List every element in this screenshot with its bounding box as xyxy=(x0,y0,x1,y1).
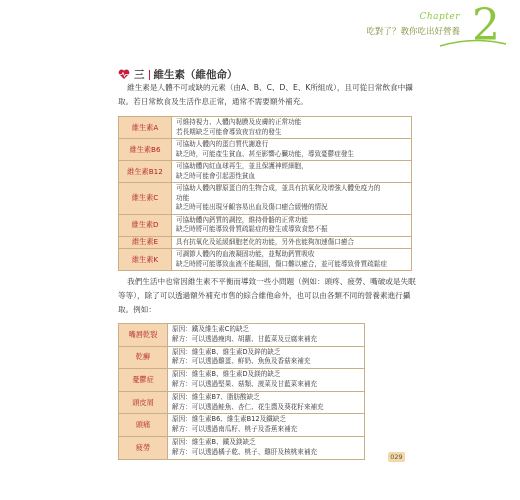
vitamin-row-line: 缺乏時，可能產生貧血、甚至影響心臟功能，導致憂鬱症發生 xyxy=(176,149,355,158)
decorative-swoosh xyxy=(438,38,508,50)
problem-row-line: 解方：可以透過鮭魚、杏仁、花生醬及葵花籽來補充 xyxy=(172,402,324,411)
vitamin-row-desc xyxy=(172,183,412,215)
chapter-subtitle: 吃對了？教你吃出好營養 xyxy=(366,27,460,37)
vitamin-row-line: 缺乏時可能出現牙齦容易出血及傷口癒合緩慢的情況 xyxy=(176,203,328,211)
vitamin-row-line: 可協助人體內的蛋白質代謝進行 xyxy=(176,140,269,148)
heart-pulse-icon xyxy=(118,69,130,80)
vitamin-row-line: 可協助體內鈣質的調控，維持骨骼的正常功能 xyxy=(176,215,308,224)
vitamin-row-line: 可維持視力、人體內黏膜及皮膚的正常功能 xyxy=(176,118,302,126)
problem-row-desc xyxy=(168,346,365,369)
problem-row-desc xyxy=(168,324,365,347)
vitamin-row xyxy=(119,214,412,236)
problem-row xyxy=(119,436,365,459)
problem-row-line: 原因：維生素B6、維生素B12及鐵缺乏 xyxy=(172,415,286,424)
problem-row-line: 解方：可以透過瘦肉、胡蘿、甘藍菜及豆腐來補充 xyxy=(172,334,318,343)
problem-row-line: 原因：維生素B、維生素D及鋅的缺乏 xyxy=(172,347,281,356)
vitamin-row-name: 維生素B6 xyxy=(119,139,172,161)
problem-row-name: 憂鬱症 xyxy=(119,369,168,392)
problem-table xyxy=(118,323,365,460)
chapter-number: 2 xyxy=(472,0,500,51)
problem-row xyxy=(119,346,365,369)
vitamin-row-desc xyxy=(172,161,412,183)
problem-row-name: 疲勞 xyxy=(119,436,168,459)
vitamin-row-name: 維生素B12 xyxy=(119,161,172,183)
vitamin-row-name: 維生素K xyxy=(119,249,172,271)
vitamin-row-line: 具有抗氧化及延緩細胞老化的功能，另外也能夠加速傷口癒合 xyxy=(176,237,355,246)
vitamin-row xyxy=(119,183,412,215)
vitamin-row-desc xyxy=(172,236,412,249)
problem-row-name: 乾癬 xyxy=(119,346,168,369)
vitamin-row-name: 維生素C xyxy=(119,183,172,215)
vitamin-row-line: 缺乏時將可能導致骨質疏鬆症的發生或導致食慾不振 xyxy=(176,225,328,233)
problem-row-name: 嘴唇乾裂 xyxy=(119,324,168,347)
problem-row-desc xyxy=(168,391,365,414)
problem-row xyxy=(119,324,365,347)
problem-row-line: 解方：可以透過南瓜籽、桃子及香蕉來補充 xyxy=(172,425,298,434)
paragraph-2: 我們生活中也常因維生素不平衡而導致一些小問題（例如：頭疼、疲勞、嘴破或是失眠等等），除了可以透過額外補充市售的綜合維他命外，也可以由各類不同的營養素進行攝取。例如： xyxy=(118,277,416,314)
vitamin-row-desc xyxy=(172,249,412,271)
vitamin-row xyxy=(119,161,412,183)
vitamin-row xyxy=(119,249,412,271)
vitamin-row-line: 缺乏時將可能導致血液不能凝固，傷口難以癒合，並可能導致骨質疏鬆症 xyxy=(176,259,387,268)
page-number: 029 xyxy=(388,452,405,462)
problem-row-line: 原因：維生素B、維生素D及鎂的缺乏 xyxy=(172,370,281,379)
vitamin-row-line: 可調節人體內的血液凝固功能，並幫助鈣質吸收 xyxy=(176,250,315,258)
vitamin-table xyxy=(118,116,412,271)
problem-row-name: 頭皮屑 xyxy=(119,391,168,414)
section-title xyxy=(118,67,238,82)
problem-row-line: 原因：維生素B、鐵及鎂缺乏 xyxy=(172,437,256,446)
problem-row-line: 原因：鐵及維生素C的缺乏 xyxy=(172,325,250,333)
problem-row-desc xyxy=(168,369,365,392)
vitamin-row-desc xyxy=(172,214,412,236)
vitamin-row xyxy=(119,139,412,161)
vitamin-row-desc xyxy=(172,117,412,139)
vitamin-row-name: 維生素D xyxy=(119,214,172,236)
problem-row-line: 原因：維生素B7、脂肪酸缺乏 xyxy=(172,392,260,401)
problem-row-desc xyxy=(168,414,365,437)
problem-row xyxy=(119,414,365,437)
vitamin-row-name: 維生素E xyxy=(119,236,172,249)
problem-row-desc xyxy=(168,436,365,459)
problem-row-line: 解方：可以透過雞蛋、鮮奶、魚魚及香菇來補充 xyxy=(172,357,311,366)
section-name: 維生素（維他命） xyxy=(153,69,238,81)
problem-row-name: 頭痛 xyxy=(119,414,168,437)
vitamin-row xyxy=(119,236,412,249)
vitamin-row xyxy=(119,117,412,139)
vitamin-row-line: 若長期缺乏可能會導致夜盲症的發生 xyxy=(176,127,282,136)
problem-row xyxy=(119,369,365,392)
vitamin-row-name: 維生素A xyxy=(119,117,172,139)
intro-paragraph: 維生素是人體不可或缺的元素（由A、B、C、D、E、K所組成），且可從日常飲食中攝取。若日常飲食及生活作息正常，通常不需要額外補充。 xyxy=(118,83,413,106)
chapter-word: Chapter xyxy=(419,12,460,22)
vitamin-row-desc xyxy=(172,139,412,161)
problem-row-line: 解方：可以透過橘子乾、桃子、雞肝及核桃來補充 xyxy=(172,447,318,456)
vitamin-row-line: 功能 xyxy=(176,193,190,202)
vitamin-row-line: 可協助人體內膠原蛋白的生物合成，並具有抗氧化及增強人體免疫力的 xyxy=(176,184,381,192)
section-divider xyxy=(149,70,150,80)
problem-row-line: 解方：可以透過堅果、菇類、菠菜及甘藍菜來補充 xyxy=(172,379,318,388)
chapter-header xyxy=(366,12,460,37)
section-number: 三 xyxy=(134,69,145,81)
vitamin-row-line: 缺乏時可能會引起惡性貧血 xyxy=(176,171,256,180)
vitamin-row-line: 可協助體內紅血球再生，並且保護神經細胞， xyxy=(176,162,308,170)
problem-row xyxy=(119,391,365,414)
